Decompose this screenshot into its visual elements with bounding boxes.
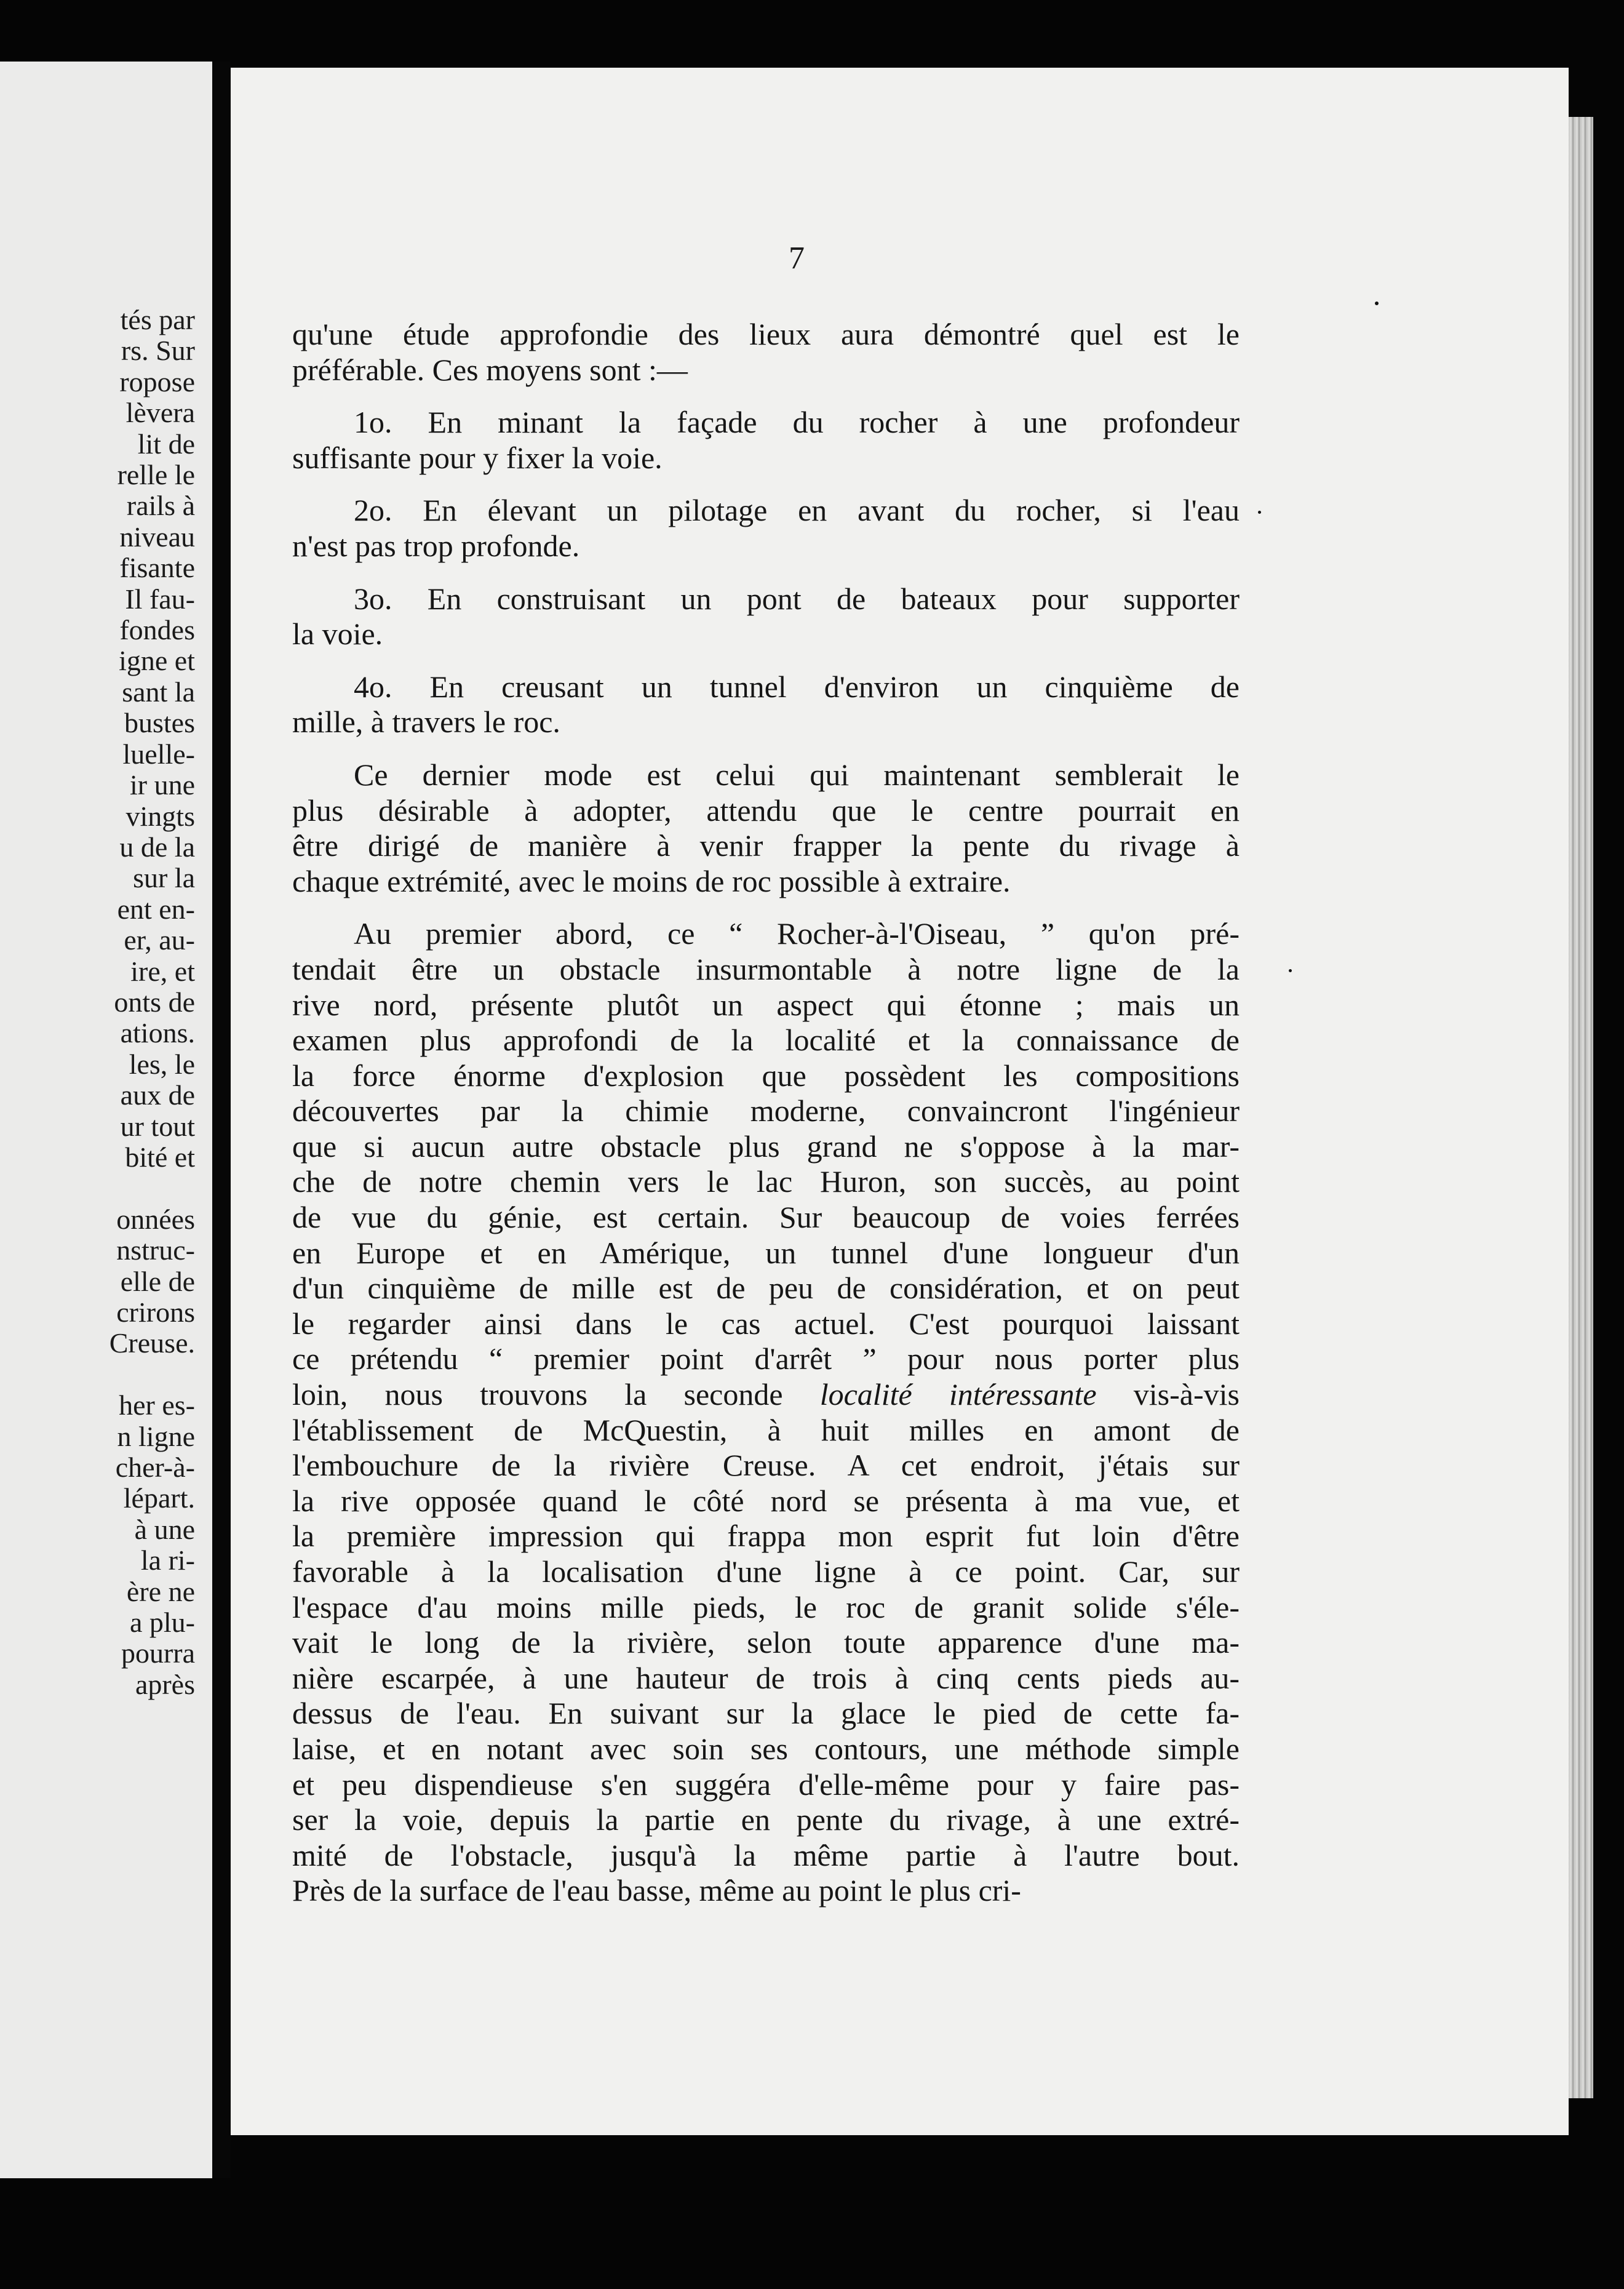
scan-speck	[1258, 511, 1261, 514]
previous-page-line: cher-à-	[115, 1452, 195, 1483]
text-line: le regarder ainsi dans le cas actuel. C'est pourquoi laissant	[292, 1306, 1240, 1341]
previous-page-line: les, le	[129, 1048, 195, 1080]
text-line: vait le long de la rivière, selon toute apparence d'une ma-	[292, 1625, 1240, 1660]
paragraph	[292, 581, 1240, 652]
previous-page-line: à une	[134, 1513, 195, 1545]
previous-page-line: fondes	[119, 614, 195, 646]
previous-page-line: bustes	[124, 707, 195, 739]
text-line: 2o. En élevant un pilotage en avant du rocher, si l'eau	[354, 493, 1240, 528]
text-line: préférable. Ces moyens sont :—	[292, 352, 688, 387]
text-line: et peu dispendieuse s'en suggéra d'elle-même pour y faire pas-	[292, 1767, 1240, 1802]
previous-page-line: Il fau-	[125, 583, 195, 615]
text-line: la rive opposée quand le côté nord se présenta à ma vue, et	[292, 1483, 1240, 1518]
previous-page-line: elle de	[120, 1265, 195, 1297]
text-line: ce prétendu “ premier point d'arrêt ” pour nous porter plus	[292, 1341, 1240, 1376]
text-line: la voie.	[292, 617, 383, 652]
text-line: qu'une étude approfondie des lieux aura démontré quel est le	[292, 317, 1240, 351]
previous-page-line: rs. Sur	[121, 335, 195, 367]
text-line: mille, à travers le roc.	[292, 705, 560, 740]
text-line: 3o. En construisant un pont de bateaux pour supporter	[354, 581, 1240, 616]
previous-page-line: ur tout	[120, 1110, 195, 1142]
text-line: dessus de l'eau. En suivant sur la glace le pied de cette fa-	[292, 1696, 1240, 1731]
previous-page-line: luelle-	[122, 738, 195, 770]
text-line: loin, nous trouvons la seconde localité intéressante vis-à-vis	[292, 1377, 1240, 1412]
main-page	[231, 68, 1569, 2135]
text-line: examen plus approfondi de la localité et la connaissance de	[292, 1023, 1240, 1058]
previous-page-line: onnées	[116, 1203, 195, 1235]
previous-page-line: nstruc-	[116, 1234, 195, 1266]
text-line: en Europe et en Amérique, un tunnel d'une longueur d'un	[292, 1235, 1240, 1270]
text-line: l'embouchure de la rivière Creuse. A cet endroit, j'étais sur	[292, 1448, 1240, 1483]
page-text	[292, 317, 1240, 1909]
previous-page-line: her es-	[119, 1389, 195, 1421]
previous-page-line: niveau	[119, 521, 195, 553]
paragraph	[292, 493, 1240, 564]
text-line: rive nord, présente plutôt un aspect qui étonne ; mais un	[292, 987, 1240, 1022]
text-line: Près de la surface de l'eau basse, même au point le plus cri-	[292, 1873, 1021, 1908]
previous-page-line: er, au-	[124, 924, 195, 956]
previous-page-line	[0, 1359, 195, 1390]
previous-page-line: ire, et	[130, 955, 195, 987]
text-line: che de notre chemin vers le lac Huron, son succès, au point	[292, 1164, 1240, 1199]
previous-page-line: ations.	[120, 1017, 195, 1049]
text-line: favorable à la localisation d'une ligne à ce point. Car, sur	[292, 1554, 1240, 1589]
previous-page-line: sur la	[133, 862, 195, 894]
text-line: que si aucun autre obstacle plus grand ne s'oppose à la mar-	[292, 1129, 1240, 1164]
previous-page-line: lèvera	[125, 397, 195, 429]
text-line: 1o. En minant la façade du rocher à une profondeur	[354, 405, 1240, 440]
page-edges	[1569, 117, 1593, 2098]
text-line: tendait être un obstacle insurmontable à notre ligne de la	[292, 951, 1240, 986]
paragraph	[292, 916, 1240, 1909]
previous-page-line: ropose	[119, 366, 195, 397]
previous-page-line: fisante	[119, 552, 195, 584]
text-line: n'est pas trop profonde.	[292, 528, 580, 563]
paragraph	[292, 405, 1240, 476]
previous-page-line: tés par	[120, 304, 195, 335]
previous-page-line: ent en-	[117, 893, 195, 925]
paragraph	[292, 669, 1240, 740]
text-line: laise, et en notant avec soin ses contours, une méthode simple	[292, 1731, 1240, 1766]
previous-page-line: onts de	[114, 986, 195, 1018]
previous-page-fragment	[0, 62, 212, 2178]
paragraph	[292, 317, 1240, 388]
italic-phrase: localité intéressante	[819, 1377, 1097, 1412]
previous-page-line: n ligne	[117, 1420, 195, 1452]
text-line: 4o. En creusant un tunnel d'environ un cinquième de	[354, 669, 1240, 704]
paragraph	[292, 757, 1240, 899]
previous-page-line: pourra	[121, 1637, 195, 1669]
previous-page-line	[0, 1173, 195, 1204]
text-line: la première impression qui frappa mon esprit fut loin d'être	[292, 1519, 1240, 1554]
previous-page-line: ir une	[129, 769, 195, 801]
previous-page-line: lit de	[137, 428, 195, 460]
text-line: Au premier abord, ce “ Rocher-à-l'Oiseau, ” qu'on pré-	[354, 916, 1240, 951]
previous-page-line: rails à	[126, 490, 195, 522]
previous-page-line: a plu-	[129, 1607, 195, 1639]
text-line: nière escarpée, à une hauteur de trois à cinq cents pieds au-	[292, 1660, 1240, 1695]
previous-page-line: relle le	[117, 459, 195, 491]
text-line: ser la voie, depuis la partie en pente du rivage, à une extré-	[292, 1802, 1240, 1837]
previous-page-line: la ri-	[140, 1544, 195, 1576]
scan-speck	[1375, 302, 1379, 305]
text-line: découvertes par la chimie moderne, convaincront l'ingénieur	[292, 1093, 1240, 1129]
previous-page-text	[0, 305, 195, 1700]
text-line: Ce dernier mode est celui qui maintenant semblerait le	[354, 757, 1240, 792]
previous-page-line: igne et	[119, 645, 195, 677]
page-number: 7	[789, 241, 805, 276]
text-line: la force énorme d'explosion que possèdent les compositions	[292, 1058, 1240, 1093]
previous-page-line: aux de	[120, 1079, 195, 1111]
book-spine	[212, 62, 231, 2178]
text-line: de vue du génie, est certain. Sur beaucoup de voies ferrées	[292, 1200, 1240, 1235]
text-line: l'établissement de McQuestin, à huit milles en amont de	[292, 1412, 1240, 1447]
previous-page-line: crirons	[116, 1296, 195, 1328]
text-line: d'un cinquième de mille est de peu de considération, et on peut	[292, 1271, 1240, 1306]
text-line: mité de l'obstacle, jusqu'à la même partie à l'autre bout.	[292, 1837, 1240, 1872]
previous-page-line: bité et	[125, 1141, 195, 1173]
previous-page-line: vingts	[125, 800, 195, 832]
text-line: plus désirable à adopter, attendu que le centre pourrait en	[292, 793, 1240, 828]
scan-speck	[1289, 969, 1292, 972]
previous-page-line: lépart.	[123, 1482, 195, 1514]
previous-page-line: ère ne	[126, 1575, 195, 1607]
previous-page-line: Creuse.	[109, 1327, 195, 1359]
text-line: suffisante pour y fixer la voie.	[292, 440, 663, 475]
text-line: chaque extrémité, avec le moins de roc possible à extraire.	[292, 863, 1011, 898]
text-line: être dirigé de manière à venir frapper la pente du rivage à	[292, 828, 1240, 863]
text-line: l'espace d'au moins mille pieds, le roc de granit solide s'éle-	[292, 1589, 1240, 1624]
previous-page-line: u de la	[119, 831, 195, 863]
previous-page-line: après	[135, 1668, 195, 1700]
previous-page-line: sant la	[122, 676, 195, 708]
